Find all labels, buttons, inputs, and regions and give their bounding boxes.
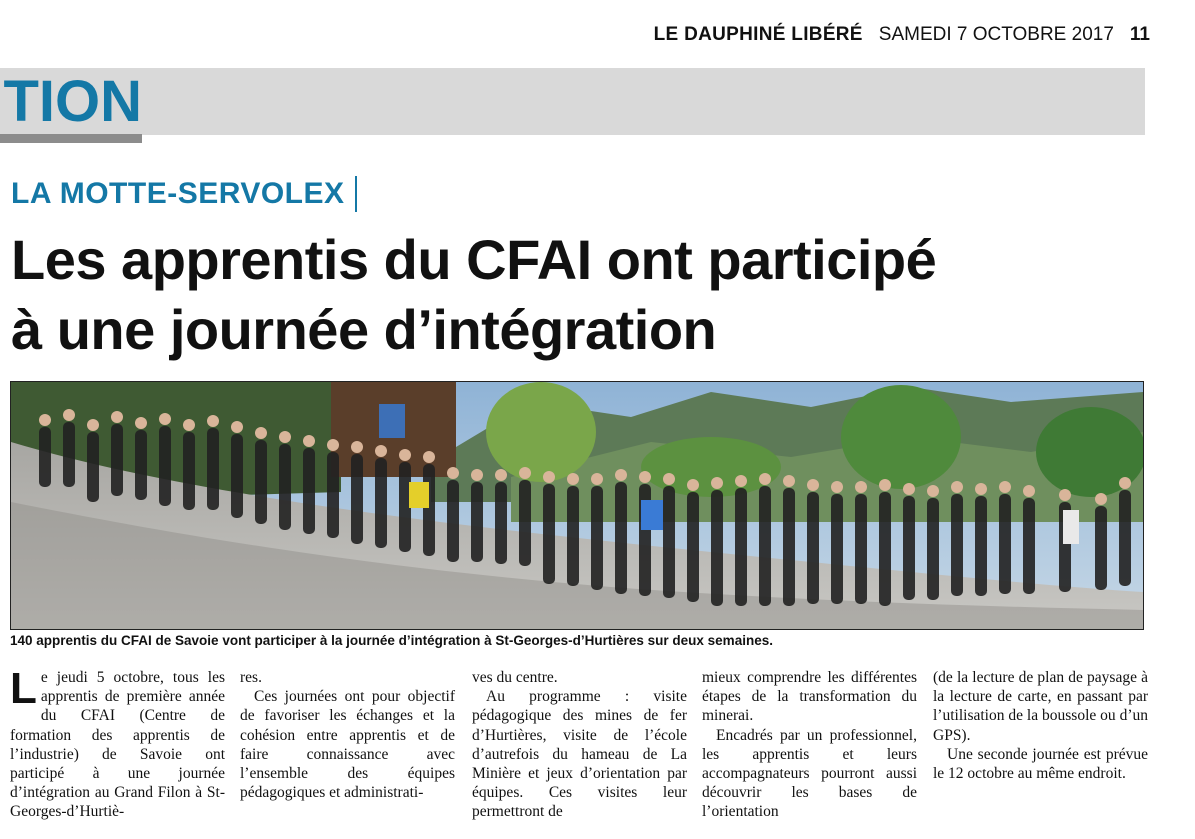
section-underline [0,134,142,143]
section-label: TION [3,70,142,134]
column-5-paragraph-1: (de la lecture de plan de paysage à la lecture de carte, en passant par l’utilisation de la boussole ou d’un GPS). [933,669,1148,744]
kicker-divider [355,176,357,212]
column-1-paragraph-1 [10,664,225,822]
headline-line-2: à une journée d’intégration [11,298,717,361]
kicker-location: LA MOTTE-SERVOLEX [11,177,345,210]
column-3-paragraph-2: Au programme : visite pédagogique des mines de fer d’Hurtières, visite de l’école d’autrefois du hameau de La Minière et jeux d’orientation par équipes. Ces visites leur permettront de [472,688,687,821]
article-column-1 [10,664,225,822]
article-column-4 [702,668,917,822]
article-headline [11,225,1151,365]
issue-date: SAMEDI 7 OCTOBRE 2017 [878,24,1114,45]
photo-caption: 140 apprentis du CFAI de Savoie vont participer à la journée d’intégration à St-Georges-d’Hurtières sur deux semaines. [10,633,773,648]
column-4-paragraph-2: Encadrés par un professionnel, les apprentis et leurs accompagnateurs pourront aussi découvrir les bases de l’orientation [702,726,917,821]
column-1-text: e jeudi 5 octobre, tous les apprentis de première année du CFAI (Centre de formation des apprentis de l’industrie) de Savoie ont participé à une journée d’intégration au Grand Filon à St-Georges-d’Hurtiè- [10,669,225,821]
column-5-paragraph-2: Une seconde journée est prévue le 12 octobre au même endroit. [933,745,1148,783]
section-band [0,68,1145,135]
article-kicker [11,172,357,216]
article-column-2 [240,668,455,802]
article-column-3 [472,668,687,822]
group-photo-illustration [11,382,1143,629]
newspaper-name: LE DAUPHINÉ LIBÉRÉ [653,24,863,45]
masthead [653,20,1150,50]
column-3-paragraph-1: ves du centre. [472,669,558,686]
page-number: 11 [1129,24,1150,45]
column-4-paragraph-1: mieux comprendre les différentes étapes de la transformation du minerai. [702,669,917,725]
drop-cap: L [10,664,37,713]
column-2-paragraph-1: res. [240,669,262,686]
article-photo [10,381,1144,630]
column-2-paragraph-2: Ces journées ont pour objectif de favoriser les échanges et la cohésion entre apprentis et de faire connaissance avec l’ensemble des équipes pédagogiques et administrati- [240,688,455,802]
article-column-5 [933,668,1148,783]
headline-line-1: Les apprentis du CFAI ont participé [11,228,937,291]
